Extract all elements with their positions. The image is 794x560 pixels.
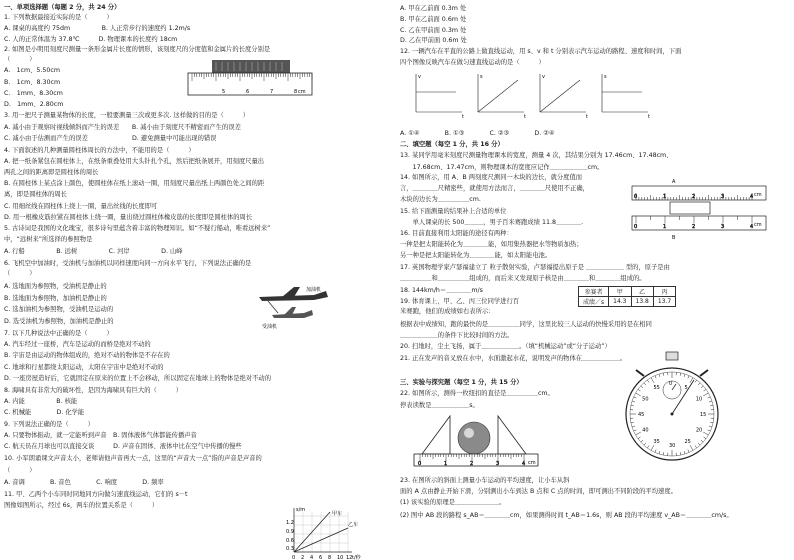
- left-line: 两孔之间的距离即是圆柱体的周长: [4, 169, 99, 176]
- ruler-b-number: 2: [692, 224, 696, 230]
- right-line: 22. 如图所示，测得一枚纽扣的直径是＿＿＿＿＿cm。: [400, 390, 554, 397]
- right-line: 停表读数是＿＿＿＿＿＿s。: [400, 402, 479, 409]
- st-xlabel: t/秒: [352, 555, 361, 560]
- table-cell: 14.3: [609, 297, 631, 307]
- left-line: （ ）: [4, 56, 36, 63]
- left-line: D. 用一根橡皮筋拉紧在圆柱体上绕一圈，量出绕过圆柱体橡皮筋的长度即是圆柱体的周长: [4, 214, 253, 221]
- ruler-a-label: A: [672, 179, 676, 185]
- ruler-metal-figure: [184, 54, 316, 104]
- st-xtick: 0: [292, 555, 296, 560]
- left-line: 一、单项选择题（每题 2 分，共 24 分）: [4, 4, 121, 11]
- table-row: [579, 297, 676, 307]
- ruler-b-number: 0: [634, 224, 638, 230]
- button-ruler-number: 3: [496, 461, 500, 467]
- left-line: 1. 下列数据最接近实际的是（ ）: [4, 14, 113, 21]
- right-line: 16. 目前直接利用太阳能的途径有两种：: [400, 230, 513, 237]
- left-line: （ ）: [4, 467, 36, 474]
- table-cell: 丙: [653, 287, 675, 297]
- left-line: A. 只要物体振动，就一定能听到声音 B. 固体液体气体都能传播声音: [4, 432, 197, 439]
- left-line: 图像如图所示，经过 6s，两车的位置关系是（ ）: [4, 502, 159, 509]
- ruler-a-unit: cm: [754, 192, 762, 198]
- watch-number: 20: [695, 427, 703, 434]
- right-line: B. 甲在乙前面 0.6m 处: [400, 16, 467, 23]
- left-line: C. 减小由于估测而产生的误差 D. 避免测量中可能出现的错误: [4, 135, 217, 142]
- left-line: C. 1mm、8.30cm: [4, 90, 63, 97]
- graph-y-label: s: [604, 74, 607, 80]
- left-line: 8. 海啸具有非常大的破坏性，是因为海啸具有巨大的（ ）: [4, 387, 183, 394]
- plane-label-receiver: 受油机: [262, 324, 278, 330]
- graph-y-label: v: [418, 74, 421, 80]
- left-line: 离，即是圆柱体的周长: [4, 191, 67, 198]
- st-ylabel: s/m: [296, 507, 306, 513]
- right-line: D. 乙在甲前面 0.6m 处: [400, 37, 467, 44]
- table-cell: 成绩／s: [579, 297, 609, 307]
- plane-label-tanker: 加油机: [306, 287, 322, 293]
- motion-graph-2: [478, 74, 524, 112]
- motion-graph-1: [416, 74, 462, 112]
- right-line: 21. 正在发声的音叉放在水中，水面激起水花，说明发声的物体在＿＿＿＿＿＿。: [400, 355, 627, 362]
- ruler-b-number: 4: [750, 224, 754, 230]
- st-xtick: 12: [346, 555, 353, 560]
- stopwatch-crown: [666, 352, 678, 360]
- race-results-table: [578, 286, 676, 307]
- watch-number: 15: [700, 412, 707, 418]
- left-line: A. 把一纸条紧包在圆柱体上，在纸条重叠处用大头针扎个孔，然后把纸条展开，用刻度尺量出: [4, 158, 265, 165]
- left-line: 2. 如图是小明用刻度尺测量一条形金属片长度的情形，该刻度尺的分度值和金属片的长度分别是: [4, 46, 271, 53]
- wood-block: [670, 202, 710, 214]
- left-line: A. 1cm、5.50cm: [4, 67, 61, 74]
- graph-y-label: v: [542, 74, 545, 80]
- left-line: 6. 飞机空中加油时，受油机与加油机以同样速度向同一方向水平飞行，下列说法正确的是: [4, 260, 252, 267]
- metal-strip: [212, 60, 290, 73]
- right-line: 23. 在图所示的斜面上测量小车运动的平均速度，让小车从斜: [400, 477, 570, 484]
- motion-graph-3: [540, 74, 586, 112]
- watch-number: 10: [695, 396, 703, 403]
- ruler-b: [632, 216, 766, 230]
- st-ytick-1: 1.2: [286, 520, 294, 526]
- st-xtick: 10: [337, 555, 344, 560]
- ruler-unit: cm: [298, 89, 306, 95]
- st-ytick-2: 0.9: [286, 529, 294, 535]
- left-line: C. 用细丝线在圆柱体上绕上一圈，量出丝线的长度即可: [4, 203, 158, 210]
- left-line: A. 课桌的高度约 75dm B. 人正常步行的速度约 1.2m/s: [4, 25, 191, 32]
- left-line: C. 航天员在月球也可以直接交谈 D. 声音在固体、液体中比在空气中传播的慢些: [4, 443, 242, 450]
- graph-y-label: s: [480, 74, 483, 80]
- watch-number: 40: [642, 427, 649, 434]
- ruler-a-number: 0: [634, 194, 638, 200]
- triangle-left: [422, 416, 450, 454]
- right-line: ＿＿＿＿＿＿的条件下比较时间的方法。: [400, 332, 514, 339]
- st-xtick: 2: [301, 555, 305, 560]
- stopwatch-figure: [624, 350, 720, 468]
- graph-x-label: t: [648, 114, 650, 120]
- right-line: C. 乙在甲前面 0.3m 处: [400, 27, 467, 34]
- st-xtick: 4: [310, 555, 314, 560]
- right-line: ＿＿＿＿＿和＿＿＿＿＿组成的，而后来又发现原子核是由＿＿＿＿和＿＿＿＿组成的。: [400, 275, 646, 282]
- st-graph-figure: [286, 506, 366, 560]
- graph-x-label: t: [462, 114, 464, 120]
- ruler-tick-6: 6: [246, 89, 250, 95]
- left-line: 3. 用一把尺子测量某物体的长度，一般要测量三次或更多次. 这样做的目的是（ ）: [4, 112, 249, 119]
- button-diameter-figure: [412, 394, 542, 470]
- left-line: A. 内能 B. 核能: [4, 398, 78, 405]
- button-ruler-number: 1: [444, 461, 448, 467]
- st-series-yi: 乙车: [348, 522, 359, 528]
- right-line: 根据表中成绩知，跑的最快的是＿＿＿＿＿同学，这里比较三人运动的快慢采用的是在相同: [400, 321, 652, 328]
- button-ruler-number: 0: [418, 461, 422, 467]
- left-line: B. 选地面为参照物，加油机是静止的: [4, 295, 107, 302]
- table-cell: 甲: [609, 287, 631, 297]
- button-coin: [458, 422, 490, 454]
- ruler-b-number: 3: [721, 224, 725, 230]
- ruler-tick-5: 5: [222, 89, 226, 95]
- st-ytick-3: 0.6: [286, 538, 294, 544]
- graph-x-label: t: [586, 114, 588, 120]
- left-line: B. 宇宙是由运动的物体组成的，绝对不动的物体是不存在的: [4, 352, 170, 359]
- watch-number: 35: [653, 438, 660, 445]
- right-line: 米赛跑，他们的成绩如右表所示：: [400, 308, 495, 315]
- st-xtick: 6: [319, 555, 323, 560]
- right-line: 言，＿＿＿＿尺精密些，就使用方法而言，＿＿＿＿尺使用不正确，: [400, 185, 589, 192]
- graph-line: [478, 80, 518, 112]
- right-line: (2) 图中 AB 段的路程 s_AB＝＿＿＿＿cm，如果测得时间 t_AB＝1.6s，则 AB 段的平均速度 v_AB＝＿＿＿＿cm/s。: [400, 512, 733, 519]
- right-line: 面的 A 点由静止开始下滑，分别测出小车到达 B 点和 C 点的时间，即可测出不同阶段的平均速度。: [400, 488, 677, 495]
- left-line: A. 音调 B. 音色 C. 响度 D. 频率: [4, 479, 164, 486]
- left-line: A. 减小由于观察时视线倾斜而产生的误差 B. 减小由于刻度尺不精密而产生的误差: [4, 124, 241, 131]
- left-line: C. 机械能 D. 化学能: [4, 409, 85, 416]
- left-line: 5. 古诗词是我国的文化瑰宝，很多诗句里蕴含着丰富的物理知识。如“不疑行船动，唯看远树来”: [4, 225, 271, 232]
- right-line: (1) 该实验的原理是＿＿＿＿＿＿＿。: [400, 499, 506, 506]
- right-line: 15. 给下面测量的结果补上合适的单位: [400, 208, 507, 215]
- motion-graph-4: [602, 74, 648, 112]
- ruler-b-label: B: [672, 235, 676, 241]
- ruler-a-number: 1: [663, 194, 667, 200]
- ruler-b-number: 1: [663, 224, 667, 230]
- right-line: 20. 扫地时，尘土飞扬，属于＿＿＿＿＿＿。（填“机械运动”或“分子运动”）: [400, 343, 611, 350]
- right-line: 单人课桌的长 500＿＿＿，男子百米赛跑成绩 11.8＿＿＿＿.: [400, 219, 584, 226]
- left-line: 10. 小军朗诵课文声音太小，老师请他声音再大一点，这里的“声音大一点”指的声音是声音的: [4, 455, 262, 462]
- table-header-row: [579, 287, 676, 297]
- right-line: 17. 英国物理学家卢瑟福建立了 粒子散射实验，卢瑟福提出原子是 ＿＿＿＿＿＿ 型的，原子是由: [400, 264, 670, 271]
- left-line: C. 选加油机为参照物，受油机是运动的: [4, 306, 114, 313]
- left-line: A. 行船 B. 远树 C. 河岸 D. 山峰: [4, 248, 183, 255]
- right-line: 14. 如图所示，用 A、B 两刻度尺测同一木块的边长，就分度值而: [400, 174, 583, 181]
- watch-number: 5: [684, 385, 688, 392]
- button-ruler-unit: cm: [528, 460, 536, 466]
- left-line: 中，“远树来”所选择的参照物是: [4, 236, 93, 243]
- table-cell: 参赛者: [579, 287, 609, 297]
- right-line: 木块的边长为＿＿＿＿＿cm.: [400, 196, 481, 203]
- left-line: A. 汽车经过一座桥，汽车是运动的而桥是绝对不动的: [4, 341, 151, 348]
- motion-graphs-figure: [410, 72, 660, 122]
- left-line: 9. 下列说法正确的是（ ）: [4, 421, 94, 428]
- button-ruler-number: 4: [522, 461, 526, 467]
- right-line: 17.68cm、17.47cm，则物理课本的宽度应记作＿＿＿＿＿＿cm。: [400, 164, 604, 171]
- left-line: 4. 下面叙述的几种测量圆柱体周长的方法中，不能用的是（ ）: [4, 147, 195, 154]
- left-line: D. 选受油机为参照物，加油机是静止的: [4, 318, 114, 325]
- left-line: C. 地球和行星都绕太阳运动，太阳在宇宙中是绝对不动的: [4, 364, 164, 371]
- ruler-a-number: 3: [721, 194, 725, 200]
- right-line: 三、实验与探究题（每空 1 分，共 15 分）: [400, 379, 523, 386]
- graph-line: [540, 80, 580, 112]
- watch-number: 25: [684, 438, 691, 445]
- measure-ruler: [414, 454, 538, 466]
- st-xtick: 8: [328, 555, 332, 560]
- left-line: B. 1cm、8.30cm: [4, 79, 61, 86]
- watch-number: 50: [642, 396, 649, 403]
- right-line: 四个图像反映汽车在做匀速直线运动的是（ ）: [400, 59, 545, 66]
- watch-number: 55: [653, 385, 660, 392]
- right-line: 二、填空题（每空 1 分，共 16 分）: [400, 141, 504, 148]
- right-line: 一种是把太阳能转化为＿＿＿＿能，如用集热器把水等物质加热；: [400, 241, 583, 248]
- left-line: A. 选地面为参照物，受油机是静止的: [4, 283, 107, 290]
- triangle-right: [498, 416, 526, 454]
- right-line: 12. 一辆汽车在平直的公路上做直线运动，用 s、v 和 t 分别表示汽车运动的路程、速度和时间，下面: [400, 48, 682, 55]
- right-line: 13. 某同学用毫米刻度尺测量物理课本的宽度，测量 4 次，其结果分别为 17.46cm、17.48cm、: [400, 152, 673, 159]
- ruler-b-unit: cm: [754, 222, 762, 228]
- table-cell: 13.8: [631, 297, 653, 307]
- ruler-a-number: 4: [750, 194, 754, 200]
- st-series-jia: 甲车: [332, 511, 343, 517]
- ruler-a-number: 2: [692, 194, 696, 200]
- refuel-planes-figure: [254, 283, 334, 331]
- table-cell: 乙: [631, 287, 653, 297]
- ruler-a: [632, 186, 766, 200]
- right-line: A. 甲在乙前面 0.3m 处: [400, 5, 467, 12]
- refuel-hose: [268, 301, 278, 313]
- ruler-ab-figure: [630, 176, 770, 246]
- right-line: A. ①④ B. ①③ C. ②③ D. ②④: [400, 130, 555, 137]
- button-ruler-number: 2: [470, 461, 474, 467]
- ruler-tick-7: 7: [270, 89, 274, 95]
- left-line: D. 一座房屋造好后，它就固定在原来的位置上不会移动，所以固定在地球上的物体是绝对不动的: [4, 375, 272, 382]
- st-ytick-4: 0.3: [286, 546, 294, 552]
- left-line: C. 人的正常体温为 37.8℃ D. 物理课本的长度约 18cm: [4, 36, 178, 43]
- watch-number: 30: [669, 443, 676, 449]
- left-line: 11. 甲、乙两个小车同时同地同方向做匀速直线运动，它们的 s－t: [4, 491, 188, 498]
- ruler-tick-8: 8: [294, 89, 298, 95]
- right-line: 19. 体育课上，甲、乙、丙三位同学进行百: [400, 298, 520, 305]
- table-cell: 13.7: [653, 297, 675, 307]
- left-line: D. 1mm、2.80cm: [4, 101, 64, 108]
- watch-number: 0: [669, 381, 673, 387]
- right-line: 另一种是把太阳能转化为＿＿＿＿能，如太阳能电池。: [400, 252, 552, 259]
- left-line: B. 在圆柱体上某点涂上颜色，使圆柱体在纸上滚动一圈，用刻度尺量出纸上两颜色处之间的距: [4, 180, 265, 187]
- left-line: （ ）: [4, 270, 36, 277]
- left-line: 7. 以下几种说法中正确的是（ ）: [4, 330, 113, 337]
- watch-number: 45: [638, 412, 645, 418]
- right-line: 18. 144km/h＝＿＿＿＿m/s: [400, 287, 483, 294]
- graph-x-label: t: [524, 114, 526, 120]
